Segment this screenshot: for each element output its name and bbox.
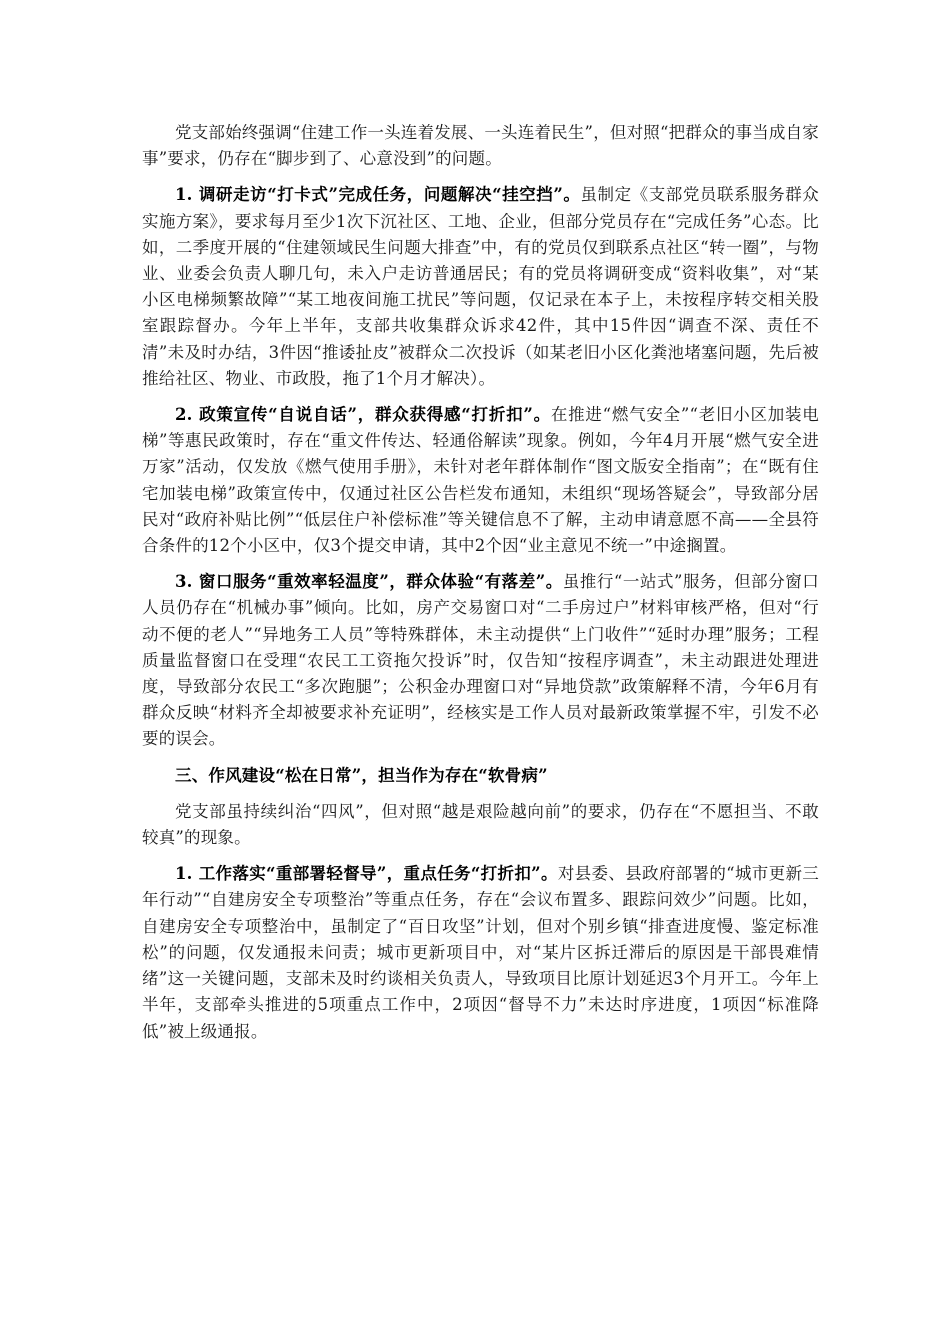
section-heading: 三、作风建设“松在日常”，担当作为存在“软骨病” xyxy=(175,765,548,785)
paragraph-text: 虽推行“一站式”服务，但部分窗口人员仍存在“机械办事”倾向。比如，房产交易窗口对“二手房过户”材料审核严格，但对“行动不便的老人”“异地务工人员”等特殊群体，未主动提供“上门收件”“延时办理”服务；工程质量监督窗口在受理“农民工工资拖欠投诉”时，仅告知“按程序调查”，未主动跟进处理进度，导致部分农民工“多次跑腿”；公积金办理窗口对“异地贷款”政策解释不清，今年6月有群众反映“材料齐全却被要求补充证明”，经核实是工作人员对最新政策掌握不牢，引发不必要的误会。 xyxy=(142,572,819,749)
item-paragraph-1 xyxy=(142,182,819,392)
item-lead: 1. 调研走访“打卡式”完成任务，问题解决“挂空挡”。 xyxy=(175,185,581,205)
paragraph-text: 党支部虽持续纠治“四风”，但对照“越是艰险越向前”的要求，仍存在“不愿担当、不敢较真”的现象。 xyxy=(142,801,819,848)
item-paragraph-3 xyxy=(142,569,819,752)
document-body xyxy=(142,120,819,1055)
paragraph-text: 在推进“燃气安全”“老旧小区加装电梯”等惠民政策时，存在“重文件传达、轻通俗解读”现象。例如，今年4月开展“燃气安全进万家”活动，仅发放《燃气使用手册》，未针对老年群体制作“图文版安全指南”；在“既有住宅加装电梯”政策宣传中，仅通过社区公告栏发布通知，未组织“现场答疑会”，导致部分居民对“政府补贴比例”“低层住户补偿标准”等关键信息不了解，主动申请意愿不高——全县符合条件的12个小区中，仅3个提交申请，其中2个因“业主意见不统一”中途搁置。 xyxy=(142,405,819,556)
paragraph-text: 对县委、县政府部署的“城市更新三年行动”“自建房安全专项整治”等重点任务，存在“会议布置多、跟踪问效少”问题。比如，自建房安全专项整治中，虽制定了“百日攻坚”计划，但对个别乡镇“排查进度慢、鉴定标准松”的问题，仅发通报未问责；城市更新项目中，对“某片区拆迁滞后的原因是干部畏难情绪”这一关键问题，支部未及时约谈相关负责人，导致项目比原计划延迟3个月开工。今年上半年，支部牵头推进的5项重点工作中，2项因“督导不力”未达时序进度，1项因“标准降低”被上级通报。 xyxy=(142,864,819,1041)
item-lead: 3. 窗口服务“重效率轻温度”，群众体验“有落差”。 xyxy=(175,572,563,592)
item-lead: 1. 工作落实“重部署轻督导”，重点任务“打折扣”。 xyxy=(175,864,558,884)
item-paragraph-2 xyxy=(142,402,819,559)
paragraph-text: 虽制定《支部党员联系服务群众实施方案》，要求每月至少1次下沉社区、工地、企业，但部分党员存在“完成任务”心态。比如，二季度开展的“住建领域民生问题大排查”中，有的党员仅到联系点社区“转一圈”，与物业、业委会负责人聊几句，未入户走访普通居民；有的党员将调研变成“资料收集”，对“某小区电梯频繁故障”“某工地夜间施工扰民”等问题，仅记录在本子上，未按程序转交相关股室跟踪督办。今年上半年，支部共收集群众诉求42件，其中15件因“调查不深、责任不清”未及时办结，3件因“推诿扯皮”被群众二次投诉（如某老旧小区化粪池堵塞问题，先后被推给社区、物业、市政股，拖了1个月才解决）。 xyxy=(142,185,819,388)
paragraph-text: 党支部始终强调“住建工作一头连着发展、一头连着民生”，但对照“把群众的事当成自家事”要求，仍存在“脚步到了、心意没到”的问题。 xyxy=(142,123,819,169)
section-intro-paragraph xyxy=(142,799,819,851)
item-lead: 2. 政策宣传“自说自话”，群众获得感“打折扣”。 xyxy=(175,405,551,425)
item-paragraph-4 xyxy=(142,861,819,1044)
intro-paragraph xyxy=(142,120,819,172)
